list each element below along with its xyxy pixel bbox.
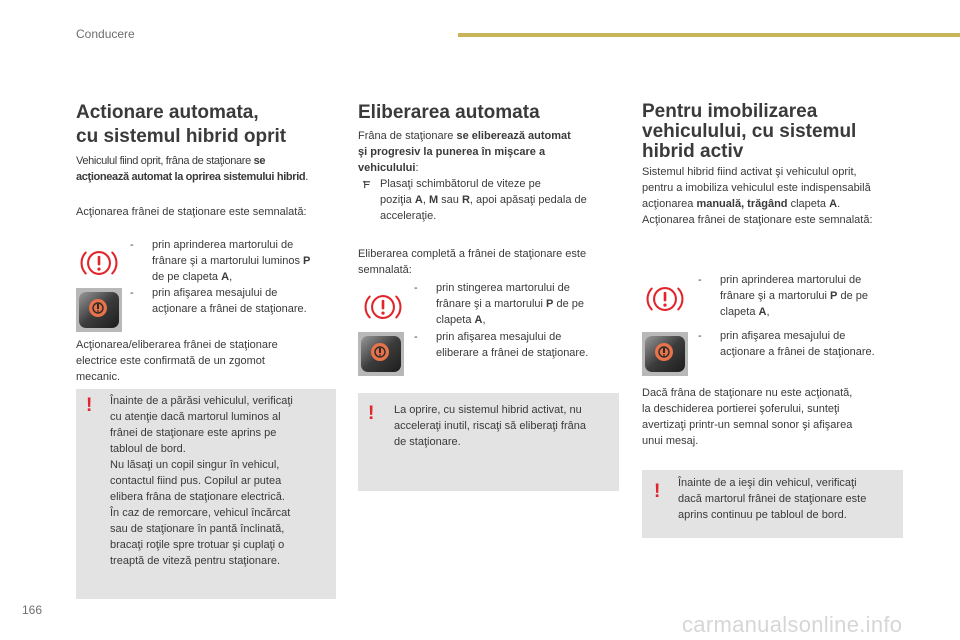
brake-warning-icon	[80, 244, 118, 282]
header-accent-bar	[458, 33, 960, 37]
warning-mark-icon: !	[368, 403, 375, 424]
col2-intro: Frâna de staţionare se eliberează automat şi progresiv la punerea în mişcare a vehiculului:	[358, 130, 571, 174]
parking-brake-switch-icon	[76, 288, 122, 332]
col2-note-text: La oprire, cu sistemul hibrid activat, nu acceleraţi inutil, riscaţi să eliberaţi frâna de staţionare.	[394, 404, 586, 448]
parking-brake-switch-icon	[642, 332, 688, 376]
col1-confirm-text: Acţionarea/eliberarea frânei de staţionare electrice este confirmată de un zgomot mecanic.	[76, 339, 278, 383]
col2-warning-note	[358, 393, 619, 491]
page-number: 166	[22, 603, 43, 617]
col1-title-line2: cu sistemul hibrid oprit	[76, 126, 287, 147]
brake-warning-icon	[364, 288, 402, 326]
brake-warning-icon	[646, 280, 684, 318]
col1-bullet-2: - prin afişarea mesajului de acţionare a frânei de staţionare.	[130, 287, 307, 315]
col3-warning-note	[642, 470, 903, 538]
col3-door-text: Dacă frâna de staţionare nu este acţionată, la deschiderea portierei şoferului, sunteţi avertizaţi printr-un semnal sonor şi afişarea unui mesaj.	[642, 387, 853, 447]
step-arrow-icon	[362, 180, 371, 189]
col1-title	[76, 101, 286, 149]
col1-note-text: Înainte de a părăsi vehiculul, verificaţi cu atenţie dacă martorul luminos al frânei de staţionare este aprins pe tabloul de bord. Nu lăsaţi un copil singur în vehicul, contactul fiind pus. Copilul ar putea elibera frâna de staţionare electrică. În caz de remorcare, vehicul încărcat sau de staţionare în pantă înclinată, bracaţi roţile spre trotuar şi cuplaţi o treaptă de viteză pentru staţionare.	[110, 395, 293, 567]
col3-bullet-2: - prin afişarea mesajului de acţionare a frânei de staţionare.	[698, 330, 875, 358]
col2-signal-text: Eliberarea completă a frânei de staţionare este semnalată:	[358, 248, 587, 276]
section-header: Conducere	[76, 27, 135, 41]
warning-mark-icon: !	[86, 395, 93, 416]
col3-bullet-1: - prin aprinderea martorului de frânare şi a martorului P de pe clapeta A,	[698, 274, 868, 318]
watermark: carmanualsonline.info	[682, 612, 903, 637]
warning-mark-icon: !	[654, 481, 661, 502]
col2-bullet-1: - prin stingerea martorului de frânare şi a martorului P de pe clapeta A,	[414, 282, 584, 326]
col2-step: Plasaţi schimbătorul de viteze pe poziţia A, M sau R, apoi apăsaţi pedala de acceleraţie.	[358, 176, 618, 224]
col2-title: Eliberarea automata	[358, 102, 540, 123]
col1-bullet-1: - prin aprinderea martorului de frânare şi a martorului luminos P de pe clapeta A,	[130, 239, 311, 283]
col3-title: Pentru imobilizarea vehiculului, cu sistemul hibrid activ	[642, 101, 857, 162]
col2-bullet-2: - prin afişarea mesajului de eliberare a frânei de staţionare.	[414, 331, 589, 359]
col3-intro: Sistemul hibrid fiind activat şi vehiculul oprit, pentru a imobiliza vehiculul este indispensabilă acţionarea manuală, trăgând clapeta A. Acţionarea frânei de staţionare este semnalată:	[642, 166, 873, 226]
col3-note-text: Înainte de a ieşi din vehicul, verificaţi dacă martorul frânei de staţionare este aprins continuu pe tabloul de bord.	[678, 477, 867, 521]
col1-signal-text: Acţionarea frânei de staţionare este semnalată:	[76, 206, 307, 218]
col1-intro: Vehiculul fiind oprit, frâna de staţionare se acţionează automat la oprirea sistemului hibrid.	[76, 155, 308, 183]
parking-brake-switch-icon	[358, 332, 404, 376]
col1-title-line1: Actionare automata,	[76, 102, 259, 123]
col1-warning-note	[76, 389, 336, 599]
